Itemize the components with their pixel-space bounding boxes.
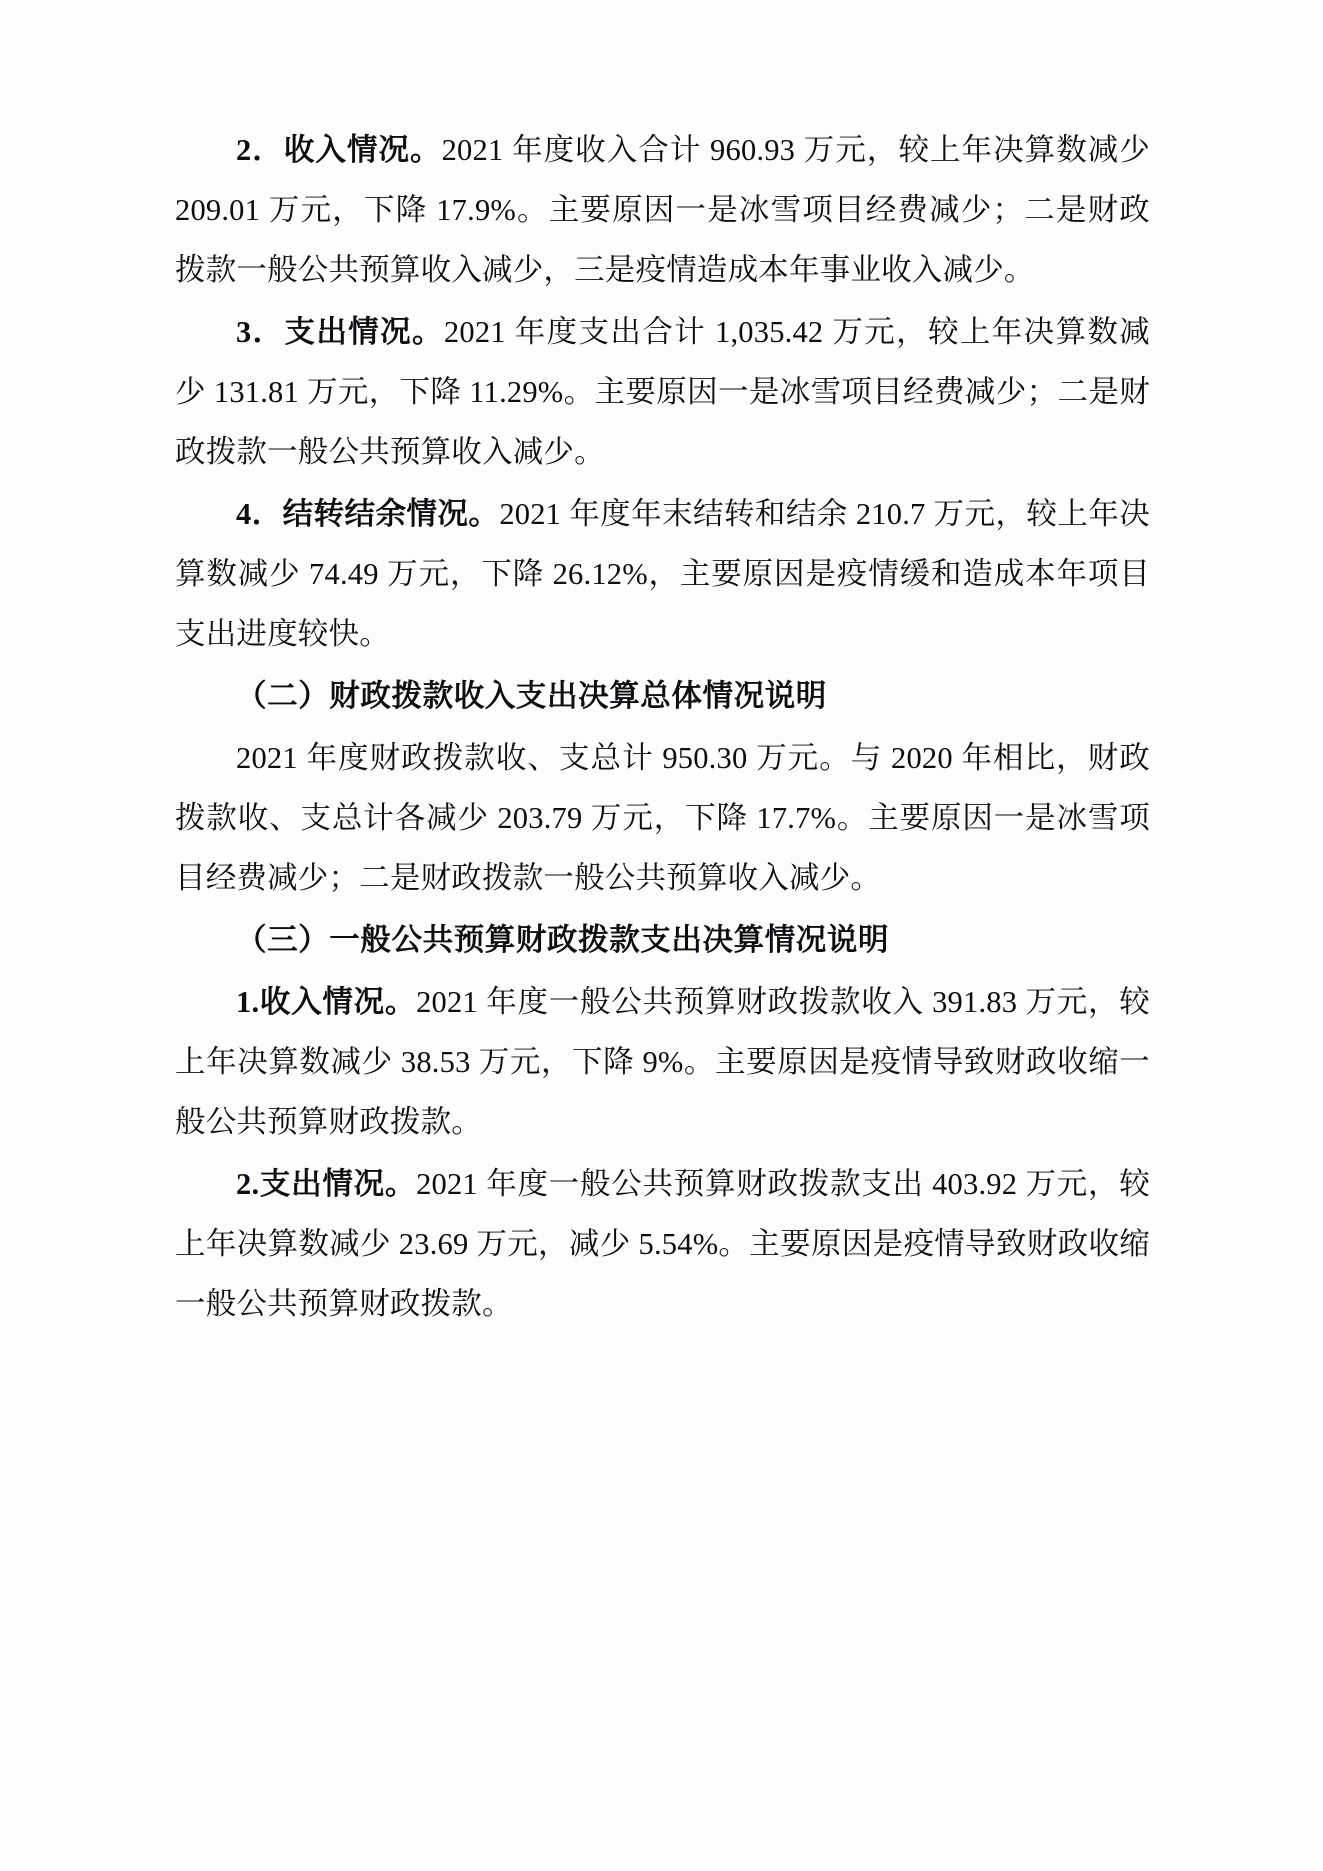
paragraph-text: 2021 年度财政拨款收、支总计 950.30 万元。与 2020 年相比，财政拨款收、支总计各减少 203.79 万元，下降 17.7%。主要原因一是冰雪项目经费减少；二是财政拨款一般公共预算收入减少。 xyxy=(175,741,1150,895)
paragraph-text: 2021 年度支出合计 1,035.42 万元，较上年决算数减少 131.81 万元，下降 11.29%。主要原因一是冰雪项目经费减少；二是财政拨款一般公共预算收入减少。 xyxy=(175,315,1150,469)
paragraph-lead: 3．支出情况。 xyxy=(236,315,444,349)
paragraph-fiscal-total xyxy=(175,728,1150,908)
paragraph-lead: 2．收入情况。 xyxy=(236,133,442,167)
paragraph-item-2-income xyxy=(175,120,1150,300)
paragraph-text: 2021 年度一般公共预算财政拨款支出 403.92 万元，较上年决算数减少 23.69 万元，减少 5.54%。主要原因是疫情导致财政收缩一般公共预算财政拨款。 xyxy=(175,1167,1151,1321)
paragraph-text: 2021 年度一般公共预算财政拨款收入 391.83 万元，较上年决算数减少 38.53 万元，下降 9%。主要原因是疫情导致财政收缩一般公共预算财政拨款。 xyxy=(175,985,1151,1139)
paragraph-lead: 4．结转结余情况。 xyxy=(236,497,500,531)
paragraph-lead: 2.支出情况。 xyxy=(236,1167,417,1201)
document-body xyxy=(175,120,1150,1334)
paragraph-item-1-general-income xyxy=(175,972,1150,1152)
section-heading-2: （二）财政拨款收入支出决算总体情况说明 xyxy=(236,679,827,713)
paragraph-item-3-expenditure xyxy=(175,302,1150,482)
paragraph-item-4-carryover xyxy=(175,484,1150,664)
paragraph-text: 2021 年度年末结转和结余 210.7 万元，较上年决算数减少 74.49 万元，下降 26.12%，主要原因是疫情缓和造成本年项目支出进度较快。 xyxy=(175,497,1150,651)
paragraph-item-2-general-expenditure xyxy=(175,1154,1150,1334)
paragraph-lead: 1.收入情况。 xyxy=(236,985,417,1019)
section-heading-3: （三）一般公共预算财政拨款支出决算情况说明 xyxy=(236,923,890,957)
paragraph-text: 2021 年度收入合计 960.93 万元，较上年决算数减少 209.01 万元，下降 17.9%。主要原因一是冰雪项目经费减少；二是财政拨款一般公共预算收入减少，三是疫情造成本年事业收入减少。 xyxy=(175,133,1151,287)
